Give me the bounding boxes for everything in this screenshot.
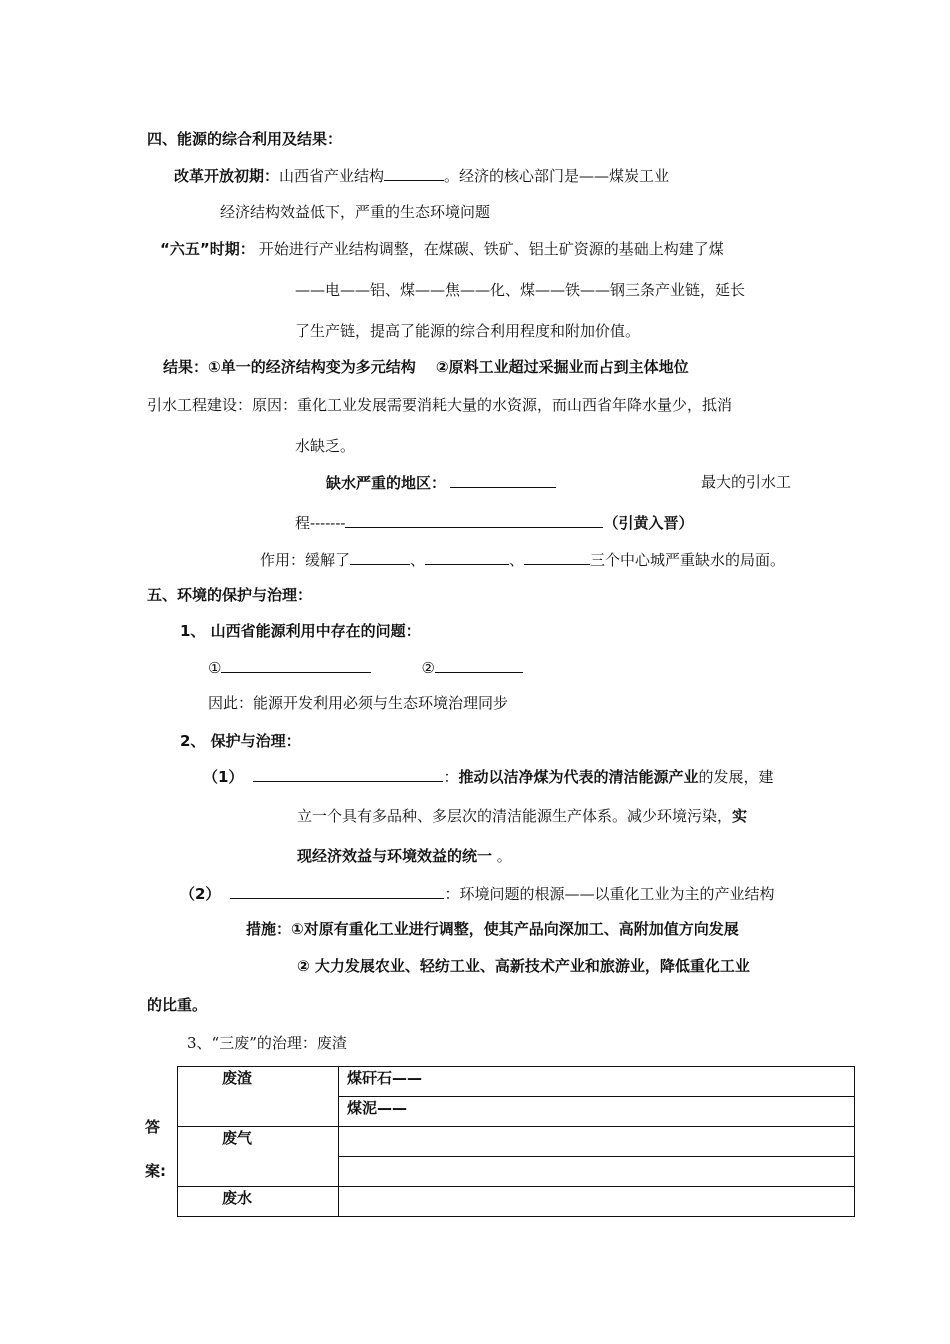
shortage-line [326,471,556,494]
effect-prefix: 作用：缓解了 [260,551,351,569]
p1-label: （1） [203,768,244,786]
q1-mark2: ② [421,659,435,677]
answer-label-1: 答 [145,1118,161,1136]
slag-row2-cell[interactable]: 煤泥—— [339,1097,855,1127]
q1-title: 1、 山西省能源利用中存在的问题： [180,622,421,640]
effect-line [260,548,785,571]
reform-label: 改革开放初期： [174,167,280,185]
water-line2: 水缺乏。 [295,437,356,455]
answer-label-2: 案: [145,1162,166,1180]
measure-line2: ② 大力发展农业、轻纺工业、高新技术产业和旅游业，降低重化工业 [297,957,750,975]
q1-answers [208,656,523,679]
p1-line2 [297,805,747,827]
p1-colon: ： [443,768,459,786]
project-suffix: （引黄入晋） [603,514,694,532]
reform-line2: 经济结构效益低下，严重的生态环境问题 [220,203,491,221]
sixfive-line2: ——电——铝、煤——焦——化、煤——铁——钢三条产业链，延长 [295,281,746,299]
measure-label: 措施： [246,920,292,938]
p1-line3-bold: 现经济效益与环境效益的统一 [297,847,493,865]
problem-blank-1[interactable] [221,656,371,673]
p1-line3 [297,845,512,867]
water-row-cell[interactable] [339,1187,855,1217]
effect-sep-2: 、 [509,551,525,569]
sixfive-line1 [160,238,724,260]
slag-row1-cell[interactable]: 煤矸石—— [339,1067,855,1097]
water-cell: 废水 [178,1187,339,1217]
three-waste-table [177,1066,855,1217]
biggest-label: 最大的引水工 [701,473,792,491]
effect-sep-1: 、 [410,551,426,569]
gas-row2-cell[interactable] [339,1157,855,1187]
p1-line2a: 立一个具有多品种、多层次的清洁能源生产体系。减少环境污染， [297,807,733,825]
sixfive-text1: 开始进行产业结构调整，在煤碳、铁矿、铝土矿资源的基础上构建了煤 [258,240,724,258]
project-blank[interactable] [345,511,603,528]
p1-rest: 的发展，建 [698,768,774,786]
sixfive-label: “六五”时期： [160,240,255,258]
section4-title: 四、能源的综合利用及结果： [147,130,343,148]
shortage-label: 缺水严重的地区： [326,474,447,492]
gas-row1-cell[interactable] [339,1127,855,1157]
reform-line [174,164,669,187]
effect-suffix: 三个中心城严重缺水的局面。 [590,551,786,569]
reform-text2: 。经济的核心部门是——煤炭工业 [444,167,670,185]
industry-structure-blank[interactable] [384,164,444,181]
section5-title: 五、环境的保护与治理： [147,586,313,604]
city-blank-2[interactable] [425,548,509,565]
p1-line1 [203,765,773,788]
reform-text1: 山西省产业结构 [279,167,385,185]
q1-mark1: ① [208,659,222,677]
measure-line1 [246,918,739,940]
q1-conclusion: 因此：能源开发利用必须与生态环境治理同步 [208,694,509,712]
q3-title: 3、“三废”的治理：废渣 [187,1034,347,1052]
table-row [178,1067,855,1097]
p1-line3-end: 。 [492,847,512,865]
measure-1: ①对原有重化工业进行调整，使其产品向深加工、高附加值方向发展 [291,920,739,938]
table-row [178,1187,855,1217]
water-line1: 引水工程建设：原因：重化工业发展需要消耗大量的水资源，而山西省年降水量少，抵消 [147,396,733,414]
gas-cell: 废气 [178,1127,339,1187]
sixfive-line3: 了生产链，提高了能源的综合利用程度和附加价值。 [295,322,641,340]
measure-blank-2[interactable] [230,882,444,899]
city-blank-3[interactable] [524,548,590,565]
p1-line2b: 实 [732,807,748,825]
shortage-blank[interactable] [450,471,556,488]
p1-bold: 推动以洁净煤为代表的清洁能源产业 [458,768,699,786]
q2-title: 2、 保护与治理： [180,732,301,750]
measure-line3: 的比重。 [147,996,208,1014]
p2-line [180,882,774,905]
measure-blank-1[interactable] [253,765,443,782]
project-line [295,511,694,534]
result-line: 结果：①单一的经济结构变为多元结构 ②原料工业超过采掘业而占到主体地位 [163,358,689,376]
problem-blank-2[interactable] [435,656,523,673]
slag-cell: 废渣 [178,1067,339,1127]
city-blank-1[interactable] [350,548,410,565]
p2-text: ：环境问题的根源——以重化工业为主的产业结构 [444,885,775,903]
p2-label: （2） [180,885,221,903]
table-row [178,1127,855,1157]
project-prefix: 程------- [295,514,346,532]
